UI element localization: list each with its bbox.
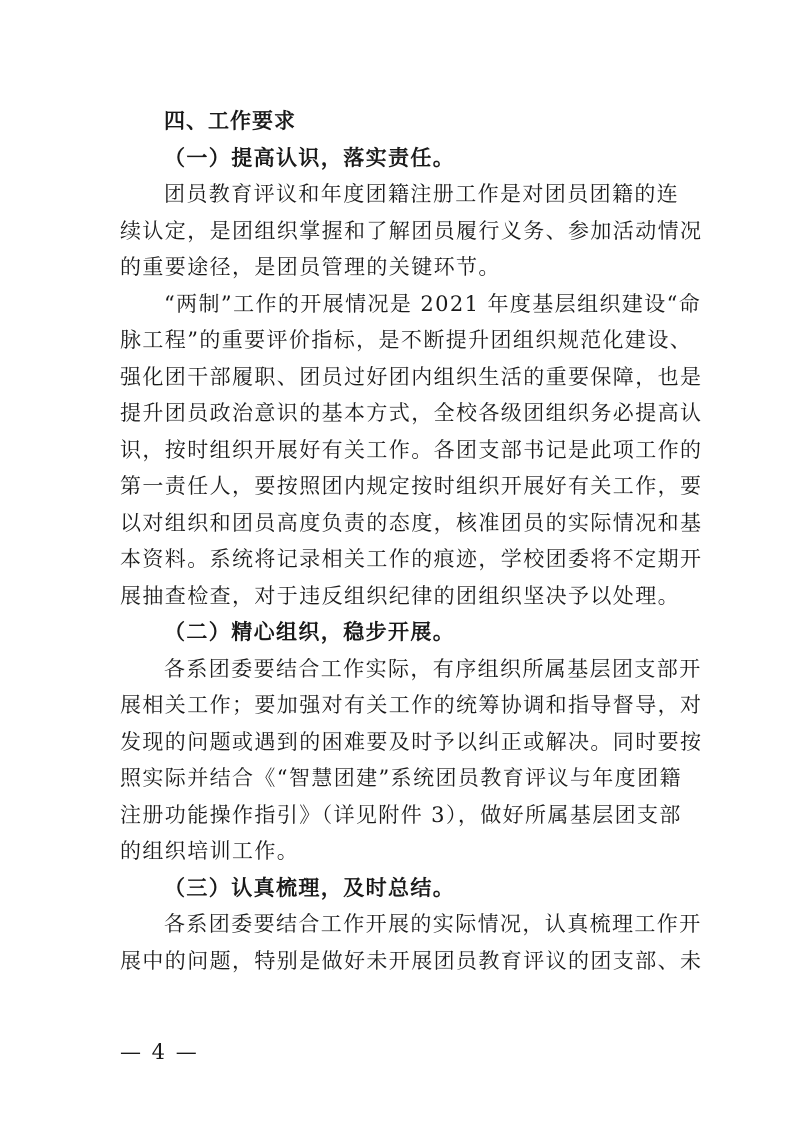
text-line: 第一责任人，要按照团内规定按时组织开展好有关工作，要 — [120, 474, 703, 498]
paragraph — [120, 176, 703, 286]
text-line: 识，按时组织开展好有关工作。各团支部书记是此项工作的 — [120, 437, 703, 462]
text-line: 本资料。系统将记录相关工作的痕迹，学校团委将不定期开 — [120, 547, 703, 571]
text-line: 各系团委要结合工作开展的实际情况，认真梳理工作开 — [164, 912, 702, 936]
text-line: 脉工程”的重要评价指标，是不断提升团组织规范化建设、 — [120, 328, 693, 352]
subsection-title-3: （三）认真梳理，及时总结。 — [164, 874, 456, 900]
subsection-title-2: （二）精心组织，稳步开展。 — [164, 619, 456, 644]
text-line: 的重要途径，是团员管理的关键环节。 — [120, 255, 501, 279]
text-line: 各系团委要结合工作实际，有序组织所属基层团支部开 — [164, 656, 702, 681]
text-line: 展相关工作；要加强对有关工作的统筹协调和指导督导，对 — [120, 693, 703, 717]
text-line: 续认定，是团组织掌握和了解团员履行义务、参加活动情况 — [120, 218, 703, 243]
page-number: — 4 — — [120, 1040, 199, 1064]
text-line: “两制”工作的开展情况是 2021 年度基层组织建设“命 — [164, 291, 702, 316]
text-line: 注册功能操作指引》（详见附件 3），做好所属基层团支部 — [120, 802, 682, 827]
text-line: 发现的问题或遇到的困难要及时予以纠正或解决。同时要按 — [120, 729, 703, 754]
paragraph — [120, 651, 703, 870]
paragraph — [120, 906, 703, 979]
text-line: 提升团员政治意识的基本方式，全校各级团组织务必提高认 — [120, 401, 703, 425]
document-body — [120, 103, 703, 979]
text-line: 强化团干部履职、团员过好团内组织生活的重要保障，也是 — [120, 364, 703, 389]
section-heading: 四、工作要求 — [164, 109, 296, 133]
text-line: 团员教育评议和年度团籍注册工作是对团员团籍的连 — [164, 182, 680, 206]
text-line: 以对组织和团员高度负责的态度，核准团员的实际情况和基 — [120, 510, 703, 535]
subsection-title-1: （一）提高认识，落实责任。 — [164, 144, 456, 170]
text-line: 照实际并结合《“智慧团建”系统团员教育评议与年度团籍 — [120, 766, 682, 790]
text-line: 展抽查检查，对于违反组织纪律的团组织坚决予以处理。 — [120, 583, 680, 608]
text-line: 展中的问题，特别是做好未开展团员教育评议的团支部、未 — [120, 948, 703, 973]
text-line: 的组织培训工作。 — [120, 839, 300, 863]
paragraph — [120, 286, 703, 615]
